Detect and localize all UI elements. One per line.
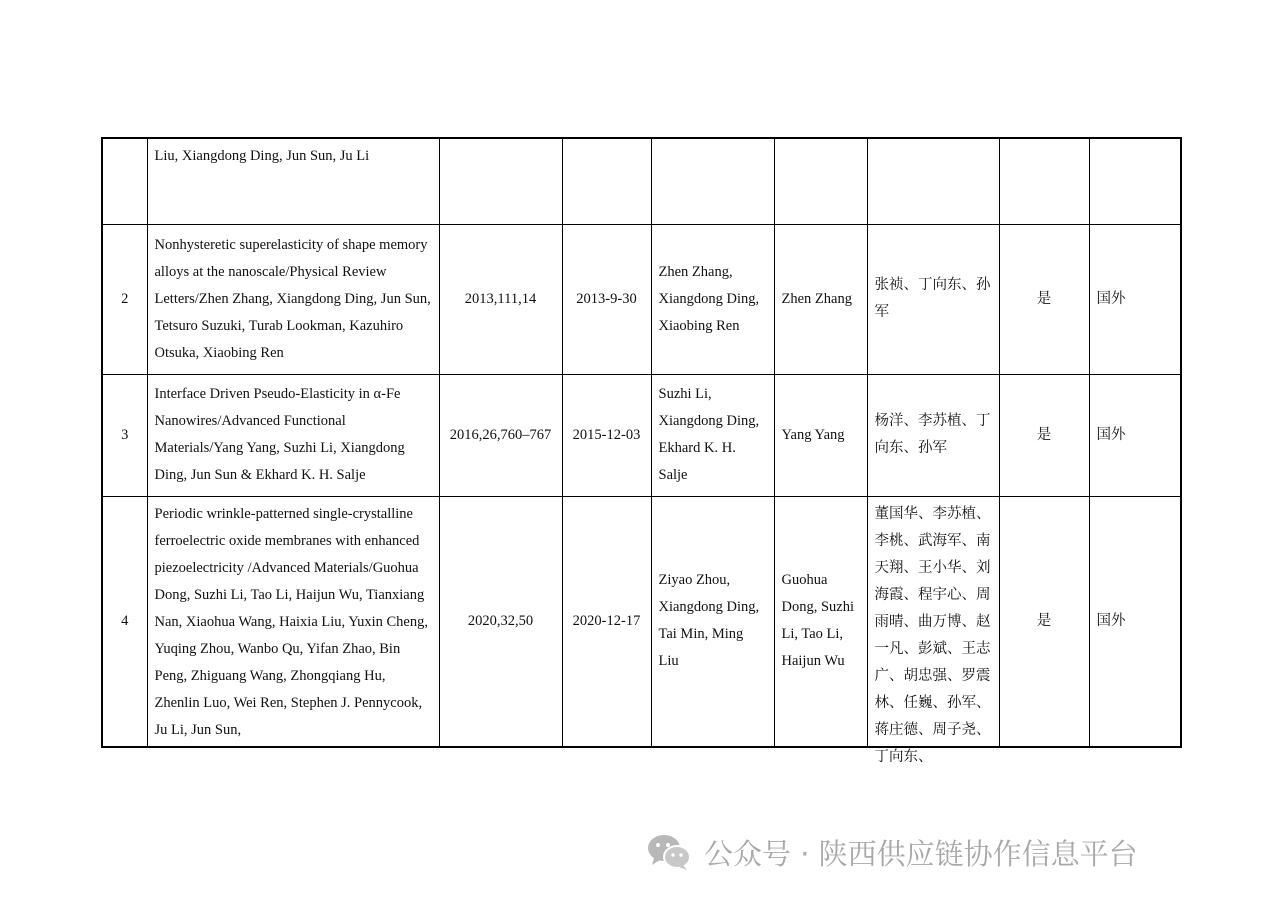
chinese-names-cell: 杨洋、李苏植、丁向东、孙军 bbox=[867, 374, 999, 496]
table-row bbox=[102, 496, 1181, 747]
volume-cell: 2020,32,50 bbox=[439, 496, 562, 747]
corresponding-author-cell bbox=[774, 138, 867, 224]
corresponding-author-cell: Zhen Zhang bbox=[774, 224, 867, 374]
chinese-names-cell bbox=[867, 138, 999, 224]
region-cell bbox=[1089, 138, 1181, 224]
row-number: 3 bbox=[102, 374, 147, 496]
volume-cell: 2016,26,760–767 bbox=[439, 374, 562, 496]
table-row bbox=[102, 374, 1181, 496]
first-authors-cell: Ziyao Zhou, Xiangdong Ding, Tai Min, Ming Liu bbox=[651, 496, 774, 747]
flag-cell: 是 bbox=[999, 374, 1089, 496]
paper-title-cell: Periodic wrinkle-patterned single-crystalline ferroelectric oxide membranes with enhanced piezoelectricity /Advanced Materials/Guohua Dong, Suzhi Li, Tao Li, Haijun Wu, Tianxiang Nan, Xiaohua Wang, Haixia Liu, Yuxin Cheng, Yuqing Zhou, Wanbo Qu, Yifan Zhao, Bin Peng, Zhiguang Wang, Zhongqiang Hu, Zhenlin Luo, Wei Ren, Stephen J. Pennycook, Ju Li, Jun Sun, bbox=[154, 505, 428, 738]
flag-cell: 是 bbox=[999, 224, 1089, 374]
table-row bbox=[102, 224, 1181, 374]
row-number bbox=[102, 138, 147, 224]
volume-cell bbox=[439, 138, 562, 224]
date-cell: 2015-12-03 bbox=[562, 374, 651, 496]
first-authors-cell bbox=[651, 138, 774, 224]
wechat-icon bbox=[646, 832, 692, 872]
paper-title-cell: Liu, Xiangdong Ding, Jun Sun, Ju Li bbox=[147, 138, 439, 224]
first-authors-cell: Suzhi Li, Xiangdong Ding, Ekhard K. H. Salje bbox=[651, 374, 774, 496]
row-number: 2 bbox=[102, 224, 147, 374]
paper-title-cell: Nonhysteretic superelasticity of shape memory alloys at the nanoscale/Physical Review Letters/Zhen Zhang, Xiangdong Ding, Jun Sun, Tetsuro Suzuki, Turab Lookman, Kazuhiro Otsuka, Xiaobing Ren bbox=[147, 224, 439, 374]
corresponding-author-cell: Guohua Dong, Suzhi Li, Tao Li, Haijun Wu bbox=[774, 496, 867, 747]
volume-cell: 2013,111,14 bbox=[439, 224, 562, 374]
publication-table bbox=[101, 137, 1182, 765]
chinese-names-cell: 张祯、丁向东、孙军 bbox=[867, 224, 999, 374]
chinese-names-cell: 董国华、李苏植、李桃、武海军、南天翔、王小华、刘海霞、程宇心、周雨晴、曲万博、赵一凡、彭斌、王志广、胡忠强、罗震林、任巍、孙军、蒋庄德、周子尧、丁向东、 bbox=[874, 505, 991, 765]
account-name: 公众号 · 陕西供应链协作信息平台 bbox=[704, 836, 1138, 871]
row-number: 4 bbox=[102, 496, 147, 747]
paper-title-cell: Interface Driven Pseudo-Elasticity in α-Fe Nanowires/Advanced Functional Materials/Yang Yang, Suzhi Li, Xiangdong Ding, Jun Sun & Ekhard K. H. Salje bbox=[147, 374, 439, 496]
date-cell: 2020-12-17 bbox=[562, 496, 651, 747]
region-cell: 国外 bbox=[1089, 496, 1181, 747]
date-cell bbox=[562, 138, 651, 224]
flag-cell: 是 bbox=[999, 496, 1089, 747]
region-cell: 国外 bbox=[1089, 224, 1181, 374]
first-authors-cell: Zhen Zhang, Xiangdong Ding, Xiaobing Ren bbox=[651, 224, 774, 374]
flag-cell bbox=[999, 138, 1089, 224]
table-row bbox=[102, 138, 1181, 224]
wechat-account-watermark bbox=[646, 832, 1256, 872]
date-cell: 2013-9-30 bbox=[562, 224, 651, 374]
region-cell: 国外 bbox=[1089, 374, 1181, 496]
corresponding-author-cell: Yang Yang bbox=[774, 374, 867, 496]
